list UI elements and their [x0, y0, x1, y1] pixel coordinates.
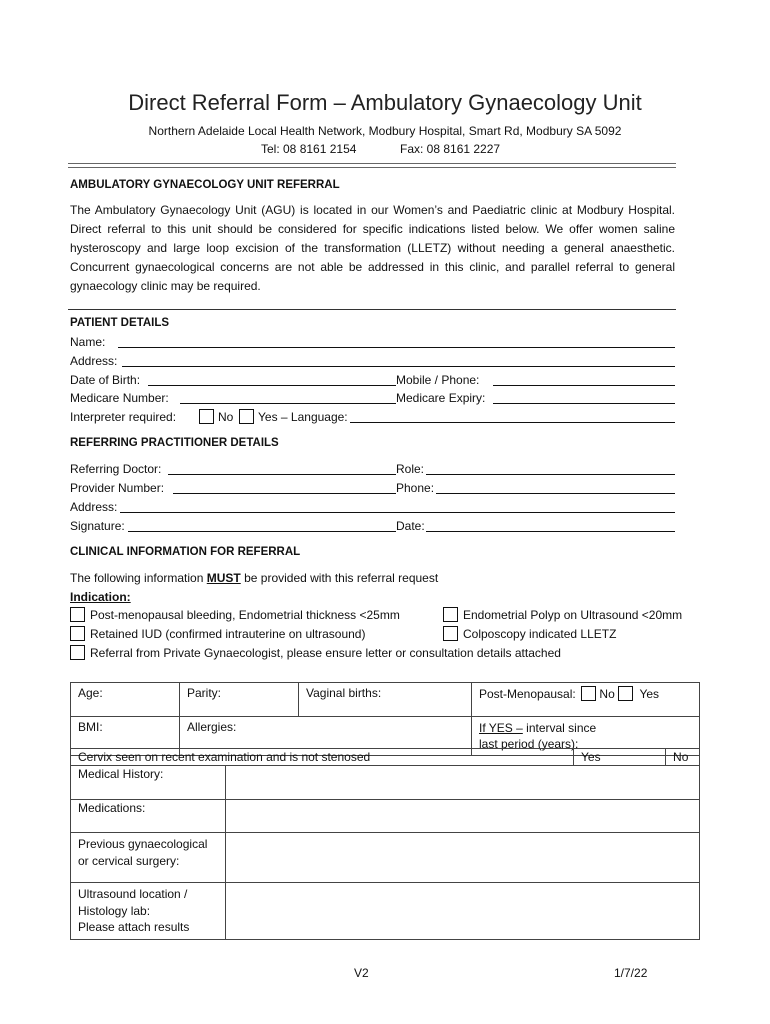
mobile-label: Mobile / Phone: [396, 373, 480, 387]
section-divider [68, 309, 676, 310]
patient-name-field[interactable] [118, 347, 675, 348]
iud-checkbox[interactable] [70, 626, 85, 641]
interpreter-label: Interpreter required: [70, 410, 177, 424]
previous-surgery-label-2: or cervical surgery: [78, 854, 180, 868]
interval-label-1: interval since [526, 721, 597, 735]
indication-label: Indication: [70, 590, 131, 604]
cervix-no-cell[interactable] [666, 749, 700, 766]
phone-field[interactable] [436, 493, 675, 494]
medical-history-input[interactable] [226, 766, 700, 800]
phone-label: Phone: [396, 481, 435, 495]
clinical-intro [70, 571, 438, 585]
pmb-label: Post-menopausal bleeding, Endometrial thickness <25mm [90, 608, 400, 622]
cervix-yes-label: Yes [581, 750, 601, 764]
interpreter-yes-label: Yes – Language: [258, 410, 348, 424]
previous-surgery-input[interactable] [226, 833, 700, 883]
parity-cell[interactable] [180, 683, 299, 717]
medications-label: Medications: [78, 801, 146, 815]
header-divider [68, 163, 676, 168]
patient-address-field[interactable] [122, 366, 675, 367]
vaginal-births-cell[interactable] [299, 683, 472, 717]
interval-label-2: last period (years): [479, 737, 579, 751]
medicare-number-field[interactable] [180, 403, 396, 404]
clinical-table-bottom [70, 748, 700, 940]
provider-number-field[interactable] [173, 493, 396, 494]
ultrasound-label-2: Histology lab: [78, 903, 151, 918]
previous-surgery-label-cell [71, 833, 226, 883]
bmi-label: BMI: [78, 720, 103, 734]
vaginal-births-label: Vaginal births: [306, 686, 382, 700]
private-referral-checkbox[interactable] [70, 645, 85, 660]
iud-label: Retained IUD (confirmed intrauterine on ultrasound) [90, 627, 366, 641]
private-referral-label: Referral from Private Gynaecologist, please ensure letter or consultation details attached [90, 646, 561, 660]
medical-history-label-cell [71, 766, 226, 800]
interpreter-no-label: No [218, 410, 234, 424]
post-meno-yes-checkbox[interactable] [618, 686, 633, 701]
referrer-heading: REFERRING PRACTITIONER DETAILS [70, 437, 279, 449]
footer-date: 1/7/22 [614, 966, 648, 980]
agu-description: The Ambulatory Gynaecology Unit (AGU) is located in our Women’s and Paediatric clinic at Modbury Hospital. Direct referral to this unit should be considered for specific indications listed below. We offer women saline hysteroscopy and large loop excision of the transformation (LLETZ) without needing a general anaesthetic. Concurrent gynaecological concerns are not able be addressed in this clinic, and parallel referral to general gynaecology clinic may be required. [70, 203, 675, 293]
patient-address-label: Address: [70, 354, 118, 368]
ultrasound-label-3: Please attach results [78, 920, 190, 934]
referrer-address-label: Address: [70, 500, 118, 514]
dob-label: Date of Birth: [70, 373, 141, 387]
cervix-label: Cervix seen on recent examination and is not stenosed [78, 750, 371, 764]
date-field[interactable] [426, 531, 675, 532]
referring-doctor-field[interactable] [168, 474, 396, 475]
intro-text-end: be provided with this referral request [244, 571, 439, 585]
pmb-checkbox[interactable] [70, 607, 85, 622]
interpreter-yes-checkbox[interactable] [239, 409, 254, 424]
intro-text: The following information [70, 571, 204, 585]
post-menopausal-label: Post-Menopausal: [479, 687, 576, 701]
interpreter-no-checkbox[interactable] [199, 409, 214, 424]
header-fax: Fax: 08 8161 2227 [400, 142, 501, 156]
must-emphasis: MUST [206, 571, 241, 585]
language-field[interactable] [350, 422, 675, 423]
header-tel: Tel: 08 8161 2154 [261, 142, 357, 156]
provider-number-label: Provider Number: [70, 481, 165, 495]
dob-field[interactable] [148, 385, 396, 386]
post-meno-no-label: No [599, 687, 615, 701]
post-meno-no-checkbox[interactable] [581, 686, 596, 701]
polyp-label: Endometrial Polyp on Ultrasound <20mm [463, 608, 683, 622]
medicare-expiry-field[interactable] [493, 403, 675, 404]
mobile-field[interactable] [493, 385, 675, 386]
medications-input[interactable] [226, 800, 700, 833]
medicare-expiry-label: Medicare Expiry: [396, 391, 486, 405]
clinical-heading: CLINICAL INFORMATION FOR REFERRAL [70, 546, 301, 558]
allergies-label: Allergies: [187, 720, 237, 734]
date-label: Date: [396, 519, 425, 533]
cervix-cell [71, 749, 574, 766]
polyp-checkbox[interactable] [443, 607, 458, 622]
medicare-number-label: Medicare Number: [70, 391, 169, 405]
footer-version: V2 [354, 966, 369, 980]
parity-label: Parity: [187, 686, 222, 700]
header-address: Northern Adelaide Local Health Network, Modbury Hospital, Smart Rd, Modbury SA 5092 [148, 124, 622, 138]
ultrasound-input[interactable] [226, 883, 700, 940]
ultrasound-label-cell [71, 883, 226, 940]
previous-surgery-label-1: Previous gynaecological [78, 837, 208, 851]
referrer-address-field[interactable] [120, 512, 675, 513]
colposcopy-label: Colposcopy indicated LLETZ [463, 627, 617, 641]
if-yes-label: If YES – [479, 721, 523, 735]
medications-label-cell [71, 800, 226, 833]
signature-field[interactable] [128, 531, 396, 532]
clinical-table-top [70, 682, 700, 756]
age-label: Age: [78, 686, 103, 700]
page-title: Direct Referral Form – Ambulatory Gynaecology Unit [128, 90, 642, 115]
ultrasound-label-1: Ultrasound location / [78, 887, 188, 901]
age-cell[interactable] [71, 683, 180, 717]
referring-doctor-label: Referring Doctor: [70, 462, 162, 476]
medical-history-label: Medical History: [78, 767, 164, 781]
cervix-yes-cell[interactable] [574, 749, 666, 766]
role-label: Role: [396, 462, 425, 476]
post-menopausal-cell [472, 683, 700, 717]
patient-heading: PATIENT DETAILS [70, 317, 170, 329]
signature-label: Signature: [70, 519, 125, 533]
patient-name-label: Name: [70, 335, 106, 349]
role-field[interactable] [426, 474, 675, 475]
agu-heading: AMBULATORY GYNAECOLOGY UNIT REFERRAL [70, 179, 340, 191]
cervix-no-label: No [673, 750, 689, 764]
post-meno-yes-label: Yes [639, 687, 660, 701]
colposcopy-checkbox[interactable] [443, 626, 458, 641]
